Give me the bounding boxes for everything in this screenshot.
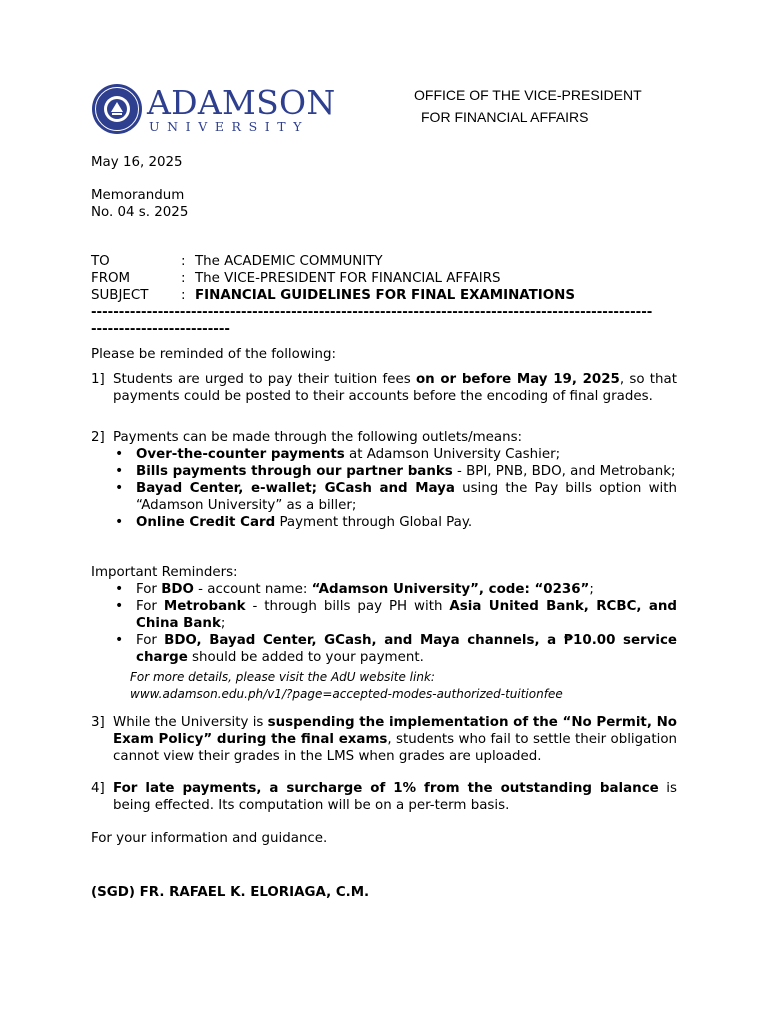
separator-line: ----------------------------------------------------------------------------------------------------- [91,305,653,320]
reminder-1-bank: BDO [161,582,194,597]
item-3-number: 3] [91,715,105,730]
office-line-1: OFFICE OF THE VICE-PRESIDENT [414,87,642,103]
from-value: The VICE-PRESIDENT FOR FINANCIAL AFFAIRS [195,271,501,286]
memo-date: May 16, 2025 [91,155,183,170]
item-3-text-a: While the University is [113,715,268,730]
outlet-3-bold: Bayad Center, e-wallet; GCash and Maya [136,481,455,496]
item-2 [91,429,677,446]
office-line-2: FOR FINANCIAL AFFAIRS [421,109,589,125]
list-item [113,446,677,463]
outlet-4-bold: Online Credit Card [136,515,276,530]
list-item [113,632,677,666]
office-heading [414,84,642,128]
outlet-4-text: Payment through Global Pay. [275,515,473,530]
from-label: FROM [91,271,131,286]
reminders-title: Important Reminders: [91,565,238,580]
subject-row [91,287,681,304]
to-colon: : [181,254,186,269]
item-3 [91,714,677,765]
list-item [113,598,677,632]
list-item [113,514,677,531]
item-3-text-c: , students who fail to settle their obligation cannot view their grades in the LMS when grades are uploaded. [113,732,677,764]
reminder-1-a: For [136,582,162,597]
reminder-2-c: - through bills pay PH with [245,599,450,614]
item-1 [91,371,677,405]
list-item [113,581,677,598]
item-4-surcharge: For late payments, a surcharge of 1% from the outstanding balance [113,781,659,796]
logo-wordmark: ADAMSON [147,83,336,122]
item-4-text-b: is being effected. Its computation will be on a per-term basis. [113,781,677,813]
intro-text: Please be reminded of the following: [91,347,337,362]
subject-colon: : [181,288,186,303]
to-row [91,253,681,270]
reminder-2-a: For [136,599,164,614]
item-1-text-a: Students are urged to pay their tuition fees [113,372,416,387]
item-3-text [113,714,677,765]
from-colon: : [181,271,186,286]
outlet-2-bold: Bills payments through our partner banks [136,464,453,479]
list-item [113,480,677,514]
university-logo [91,83,336,139]
separator-line-2: ------------------------- [91,322,230,337]
closing-text: For your information and guidance. [91,831,328,846]
item-1-text [113,371,677,405]
item-4 [91,780,677,814]
subject-value: FINANCIAL GUIDELINES FOR FINAL EXAMINATIONS [195,288,575,303]
reminder-1-account: “Adamson University”, code: “0236” [311,582,590,597]
to-value: The ACADEMIC COMMUNITY [195,254,383,269]
item-1-deadline: on or before May 19, 2025 [415,372,620,387]
memo-number: No. 04 s. 2025 [91,205,189,220]
item-4-text [113,780,677,814]
details-link[interactable]: www.adamson.edu.ph/v1/?page=accepted-modes-authorized-tuitionfee [130,687,563,701]
item-1-number: 1] [91,372,105,387]
reminder-1-c: - account name: [193,582,312,597]
item-2-number: 2] [91,430,105,445]
outlets-list [113,446,677,531]
reminder-3-a: For [136,633,165,648]
memo-type: Memorandum [91,188,185,203]
reminder-2-banks: Asia United Bank, RCBC, and China Bank [136,599,677,631]
logo-subtitle: UNIVERSITY [149,119,310,134]
outlet-1-text: at Adamson University Cashier; [344,447,561,462]
reminder-3-charge: BDO, Bayad Center, GCash, and Maya channels, a ₱10.00 service charge [136,633,677,665]
outlet-1-bold: Over-the-counter payments [136,447,345,462]
university-seal-icon [91,83,143,135]
item-1-text-c: , so that payments could be posted to their accounts before the encoding of final grades. [113,372,677,404]
reminder-1-e: ; [589,582,594,597]
signature: (SGD) FR. RAFAEL K. ELORIAGA, C.M. [91,885,370,900]
from-row [91,270,681,287]
item-4-number: 4] [91,781,105,796]
reminder-2-bank: Metrobank [163,599,246,614]
item-2-text: Payments can be made through the following outlets/means: [113,430,523,445]
reminder-2-e: ; [220,616,226,631]
subject-label: SUBJECT [91,288,149,303]
outlet-3-text: using the Pay bills option with “Adamson University” as a biller; [136,481,677,513]
reminder-3-c: should be added to your payment. [187,650,424,665]
details-note: For more details, please visit the AdU website link: [130,670,435,684]
to-label: TO [91,254,110,269]
item-3-policy: suspending the implementation of the “No Permit, No Exam Policy” during the final exams [113,715,677,747]
reminders-list [113,581,677,666]
outlet-2-text: - BPI, PNB, BDO, and Metrobank; [452,464,676,479]
list-item [113,463,677,480]
